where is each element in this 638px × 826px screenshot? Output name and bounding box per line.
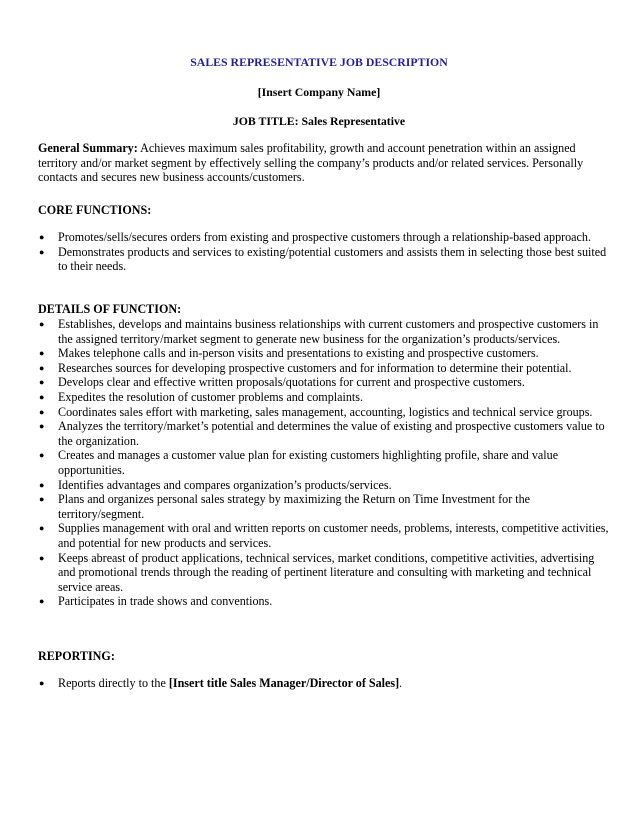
- list-item: [38, 361, 613, 376]
- bullet-icon: ●: [39, 552, 45, 563]
- list-item: [38, 230, 613, 245]
- list-item: [38, 448, 613, 477]
- details-heading: DETAILS OF FUNCTION:: [38, 302, 182, 316]
- list-item: [38, 551, 613, 595]
- list-item: [38, 492, 613, 521]
- company-name: [Insert Company Name]: [257, 85, 381, 99]
- list-item: [38, 346, 613, 361]
- core-functions-heading: CORE FUNCTIONS:: [38, 203, 152, 217]
- summary-text: Achieves maximum sales profitability, growth and account penetration within an assigned territory and/or market segment by effectively selling the company’s products and/or related services. Personally contacts and secures new business accounts/customers.: [38, 141, 584, 185]
- summary-label: General Summary:: [38, 141, 138, 155]
- list-item-text: Develops clear and effective written proposals/quotations for current and prospective customers.: [58, 375, 525, 390]
- bullet-icon: ●: [39, 450, 45, 461]
- list-item: [38, 478, 613, 493]
- bullet-icon: ●: [39, 348, 45, 359]
- bullet-icon: ●: [39, 246, 45, 257]
- bullet-icon: ●: [39, 479, 45, 490]
- document-title: SALES REPRESENTATIVE JOB DESCRIPTION: [190, 55, 448, 69]
- list-item-text: Makes telephone calls and in-person visits and presentations to existing and prospective customers.: [58, 346, 539, 361]
- list-item-text: Promotes/sells/secures orders from existing and prospective customers through a relationship-based approach.: [58, 230, 591, 244]
- bullet-icon: ●: [39, 319, 45, 329]
- list-item-text: Researches sources for developing prospective customers and for information to determine their potential.: [58, 360, 572, 375]
- bullet-icon: ●: [39, 406, 45, 417]
- list-item: [38, 676, 613, 691]
- bullet-icon: ●: [39, 391, 45, 402]
- reporting-suffix: .: [399, 676, 403, 690]
- list-item: [38, 405, 613, 420]
- general-summary: [38, 141, 610, 185]
- list-item: [38, 390, 613, 405]
- list-item-text: Coordinates sales effort with marketing, sales management, accounting, logistics and technical service groups.: [58, 404, 593, 419]
- reporting-list: [38, 676, 613, 691]
- bullet-icon: ●: [39, 421, 45, 432]
- reporting-title: [Insert title Sales Manager/Director of Sales]: [168, 676, 400, 690]
- core-functions-list: [38, 230, 613, 274]
- bullet-icon: ●: [39, 377, 45, 388]
- list-item-text: Expedites the resolution of customer problems and complaints.: [58, 389, 363, 404]
- list-item-text: Demonstrates products and services to existing/potential customers and assists them in selecting those best suited to their needs.: [58, 244, 607, 274]
- list-item: [38, 375, 613, 390]
- reporting-prefix: Reports directly to the: [58, 676, 169, 690]
- list-item: [38, 317, 613, 346]
- bullet-icon: ●: [39, 596, 45, 607]
- bullet-icon: ●: [39, 232, 45, 242]
- list-item-text: Supplies management with oral and written reports on customer needs, problems, interests, competitive activities, and potential for new products and services.: [58, 521, 609, 550]
- list-item-text: Plans and organizes personal sales strategy by maximizing the Return on Time Investment for the territory/segment.: [58, 492, 531, 521]
- details-list: [38, 317, 613, 609]
- list-item-text: Keeps abreast of product applications, technical services, market conditions, competitive activities, advertising and promotional trends through the reading of pertinent literature and consulting with marketing and technical service areas.: [58, 550, 595, 594]
- list-item: [38, 245, 613, 274]
- bullet-icon: ●: [39, 494, 45, 505]
- list-item-text: Participates in trade shows and conventions.: [58, 594, 273, 609]
- list-item: [38, 521, 613, 550]
- bullet-icon: ●: [39, 362, 45, 373]
- list-item: [38, 419, 613, 448]
- bullet-icon: ●: [39, 523, 45, 534]
- list-item-text: Analyzes the territory/market’s potential and determines the value of existing and prospective customers value to the organization.: [58, 419, 605, 448]
- list-item-text: Establishes, develops and maintains business relationships with current customers and prospective customers in the assigned territory/market segment to generate new business for the organization’s products/services.: [58, 317, 599, 346]
- list-item-text: Creates and manages a customer value plan for existing customers highlighting profile, share and value opportunities.: [58, 448, 559, 477]
- list-item: [38, 594, 613, 609]
- job-title: JOB TITLE: Sales Representative: [232, 114, 406, 128]
- list-item-text: Identifies advantages and compares organization’s products/services.: [58, 477, 392, 492]
- bullet-icon: ●: [39, 678, 45, 688]
- reporting-heading: REPORTING:: [38, 649, 115, 663]
